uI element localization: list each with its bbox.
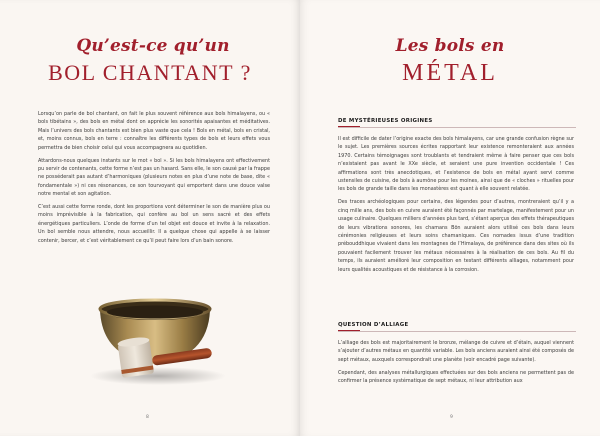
section-divider	[338, 331, 576, 332]
section-accent-rule	[338, 330, 360, 331]
singing-bowl-illustration	[80, 280, 230, 390]
section-heading-alloy: QUESTION D’ALLIAGE	[338, 322, 409, 328]
left-title-caps: BOL CHANTANT ?	[48, 60, 252, 85]
section-body-origins	[338, 135, 574, 279]
left-paragraph: C’est aussi cette forme ronde, dont les proportions vont déterminer le son de manière plus ou moins imprévisible à la fabrication, qui confère au bol un sens sacré et des effets énergétiques particuliers. L’onde de forme d’un tel objet est douce et invite à la relaxation. Un bol semble nous attendre, nous accueillir. Il a quelque chose qui appelle à se laisser contenir, bercer, et c’est véritablement ce qu’il peut faire lors d’un bain sonore.	[38, 204, 270, 244]
left-title-script: Qu’est-ce qu’un	[76, 36, 230, 56]
left-paragraph: Lorsqu’on parle de bol chantant, on fait le plus souvent référence aux bols himalayens, ou « bols tibétains », des bols en métal dont on apprécie les sonorités apaisantes et méditatives. Mais l’univers des bols chantants est bien plus vaste que cela ! Bols en métal, bols en cristal, et, moins connus, bols en terre : connaître les différents types de bols et leurs effets vous permettra de bien choisir celui qui vous accompagnera au quotidien.	[38, 111, 270, 151]
right-title-caps: MÉTAL	[402, 60, 498, 86]
page-number: 9	[450, 415, 453, 420]
page-number: 8	[146, 415, 149, 420]
singing-bowl-image	[80, 280, 230, 390]
section-heading-origins: DE MYSTÉRIEUSES ORIGINES	[338, 118, 433, 124]
right-paragraph: L’alliage des bols est majoritairement le bronze, mélange de cuivre et d’étain, auquel viennent s’ajouter d’autres métaux en quantité variable. Les bols anciens auraient ainsi été composés de sept métaux, auxquels correspondrait une planète (voir encadré page suivante).	[338, 340, 574, 363]
right-paragraph: Cependant, des analyses métallurgiques effectuées sur des bols anciens ne permettent pas de confirmer la présence systématique de sept métaux, ni leur attribution aux	[338, 369, 574, 385]
section-accent-rule	[338, 126, 360, 127]
right-page	[300, 0, 600, 436]
left-paragraph: Attardons-nous quelques instants sur le mot « bol ». Si les bols himalayens ont effectivement pu servir de contenants, cette forme n’est pas un hasard. Sans elle, le son causé par la frappe ne posséderait pas autant d’harmoniques (plusieurs notes en plus d’une note de base, dite « fondamentale ») ni ces résonances, ce son tourvoyant qui emportent dans une douce valse notre mental et son agitation.	[38, 157, 270, 198]
right-title-script: Les bols en	[395, 36, 505, 56]
section-divider	[338, 127, 576, 128]
right-paragraph: Des traces archéologiques pour certains, des légendes pour d’autres, montreraient qu’il y a cinq mille ans, des bols en cuivre auraient été façonnés par martelage, manifestement pour un usage culinaire. Quelques milliers d’années plus tard, s’étant aperçus des effets thérapeutiques de leurs vibrations sonores, les chamans Bön auraient alors utilisé ces bols dans leurs cérémonies religieuses et leurs soins chamaniques. Ces nomades issus d’une tradition prébouddhique vivaient dans les montagnes de l’Himalaya, de préférence dans des sites où ils pouvaient facilement trouver les métaux nécessaires à la réalisation de ces bols. Au fil du temps, ils auraient amélioré leur composition en testant différents alliages, notamment pour leurs qualités acoustiques et de résistance à la corrosion.	[338, 199, 574, 273]
right-paragraph: Il est difficile de dater l’origine exacte des bols himalayens, car une grande confusion règne sur le sujet. Les premières sources écrites rapportant leur existence remonteraient aux années 1970. Certains témoignages sont troublants et tendraient même à faire penser que ces bols n’existaient pas avant le XXe siècle, et seraient une pure invention occidentale ! Ces affirmations sont très anecdotiques, et l’existence de bols en métal ayant servi comme ustensiles de cuisine, de bols à aumône pour les moines, ainsi que de « cloches » rituelles pour les bols de grande taille dans les monastères est quant à elle souvent relatée.	[338, 136, 574, 193]
section-body-alloy	[338, 339, 574, 390]
left-body	[38, 110, 270, 250]
